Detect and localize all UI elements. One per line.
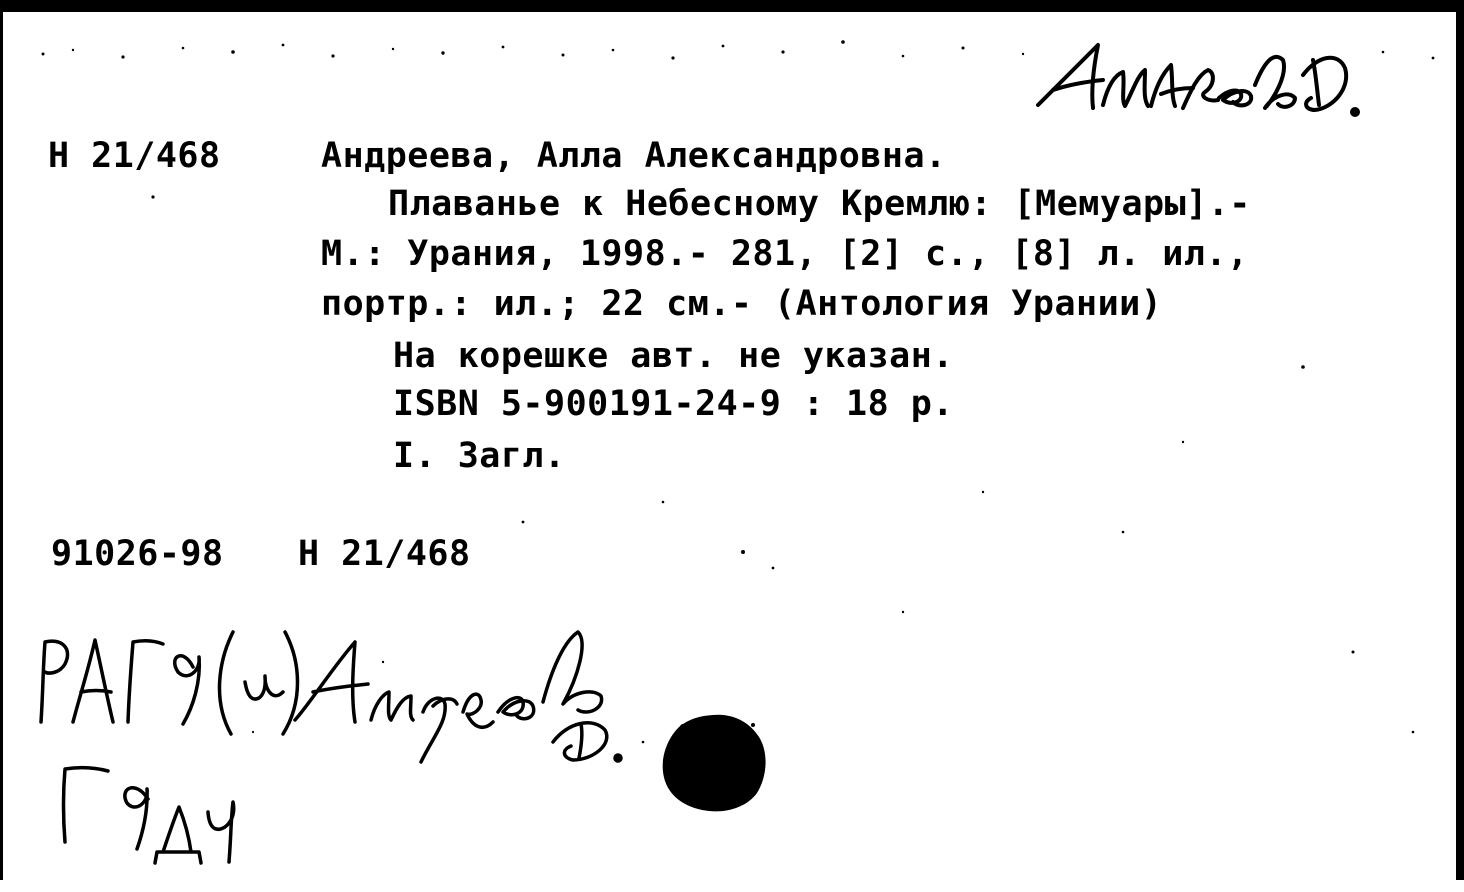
note-isbn: ISBN 5-900191-24-9 : 18 р. [393,384,954,424]
call-number: Н 21/468 [48,136,221,176]
handwritten-classification-line-1 [33,612,633,772]
accession-call-number: Н 21/468 [298,534,471,574]
note-spine: На корешке авт. не указан. [393,336,954,376]
title-line-1: Плаванье к Небесному Кремлю: [Мемуары].- [388,184,1251,224]
author-heading: Андреева, Алла Александровна. [321,136,947,176]
note-title-entry: I. Загл. [393,436,566,476]
accession-number: 91026-98 [51,534,224,574]
title-line-2: М.: Урания, 1998.- 281, [2] с., [8] л. ил., [321,234,1249,274]
ink-blot [653,707,773,817]
title-line-3: портр.: ил.; 22 см.- (Антология Урании) [321,284,1163,324]
handwritten-top-signature [1033,30,1363,130]
handwritten-classification-line-2 [53,757,253,867]
